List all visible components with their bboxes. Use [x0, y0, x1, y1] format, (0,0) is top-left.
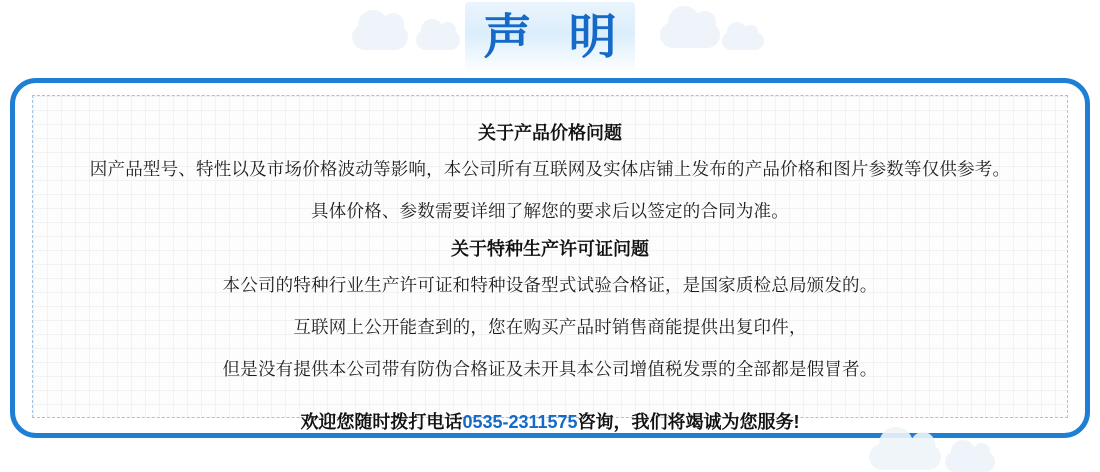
section-license-line-2: 互联网上公开能查到的，您在购买产品时销售商能提供出复印件， — [293, 317, 807, 337]
section-license-line-1: 本公司的特种行业生产许可证和特种设备型式试验合格证，是国家质检总局颁发的。 — [222, 275, 878, 295]
cloud-icon — [722, 32, 764, 50]
section-heading-license: 关于特种生产许可证问题 — [451, 239, 649, 259]
cloud-icon — [660, 22, 720, 48]
statement-frame — [10, 78, 1090, 438]
section-price-line-2: 具体价格、参数需要详细了解您的要求后以签定的合同为准。 — [311, 201, 789, 221]
section-license-line-3: 但是没有提供本公司带有防伪合格证及未开具本公司增值税发票的全部都是假冒者。 — [222, 359, 878, 379]
section-heading-price: 关于产品价格问题 — [478, 123, 622, 143]
statement-panel — [32, 95, 1068, 432]
cloud-icon — [945, 452, 995, 472]
statement-content — [33, 118, 1067, 454]
cloud-icon — [416, 30, 460, 50]
contact-phone[interactable]: 0535-2311575 — [462, 412, 578, 432]
contact-suffix: 咨询，我们将竭诚为您服务! — [577, 412, 800, 432]
contact-line — [33, 408, 1067, 436]
contact-prefix: 欢迎您随时拨打电话 — [300, 412, 463, 432]
cloud-icon — [352, 24, 408, 50]
title-band — [0, 0, 1100, 78]
section-price-line-1: 因产品型号、特性以及市场价格波动等影响，本公司所有互联网及实体店铺上发布的产品价格和图片参数等仅供参考。 — [89, 159, 1011, 179]
page-title: 声 明 — [483, 11, 629, 64]
